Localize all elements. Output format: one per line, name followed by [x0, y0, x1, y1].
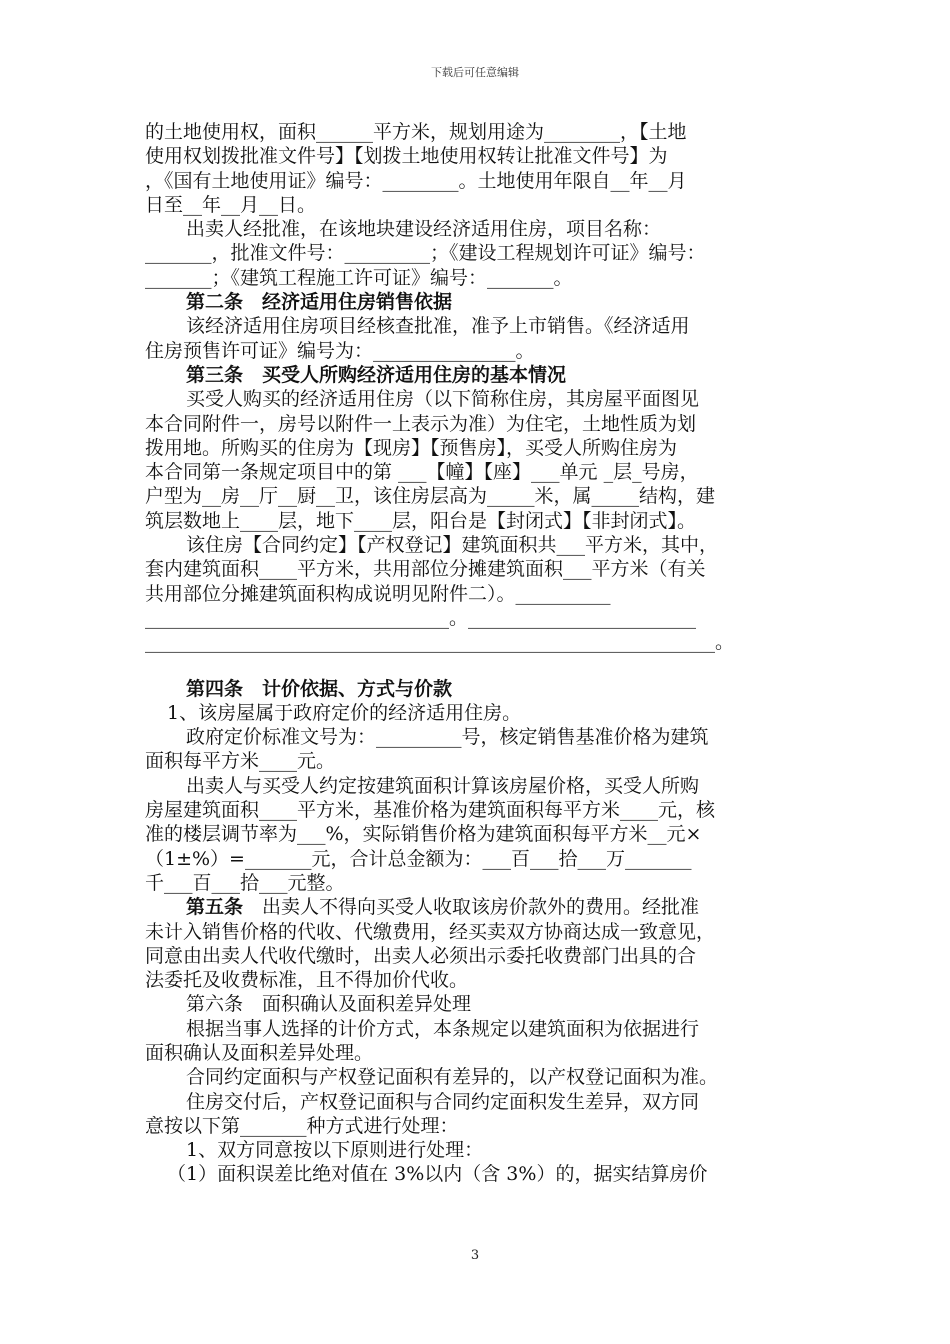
section-heading-4: 第四条 计价依据、方式与价款	[186, 677, 453, 700]
text-line: 合同约定面积与产权登记面积有差异的，以产权登记面积为准。	[186, 1066, 719, 1089]
section-heading-5: 第五条	[186, 896, 244, 919]
text-line: 面积每平方米____元。	[145, 750, 336, 773]
text-line: 套内建筑面积____平方米，共用部位分摊建筑面积___平方米（有关	[145, 558, 706, 581]
page-number: 3	[470, 1248, 480, 1263]
text-line: 本合同第一条规定项目中的第 ___【幢】【座】___单元 _层_号房，	[145, 461, 699, 484]
text-line: （1±%）=_______元，合计总金额为：___百___拾___万_______	[145, 847, 692, 870]
text-line: 1、该房屋属于政府定价的经济适用住房。	[167, 701, 522, 724]
text-line: 意按以下第_______种方式进行处理：	[145, 1114, 459, 1137]
document-body	[145, 120, 810, 1187]
text-line: 拨用地。所购买的住房为【现房】【预售房】，买受人所购住房为	[145, 436, 678, 459]
text-line: 户型为__房__厅__厨__卫，该住房层高为_____米，属_____结构，建	[145, 485, 716, 508]
section-heading-2: 第二条 经济适用住房销售依据	[186, 291, 453, 314]
text-line: 未计入销售价格的代收、代缴费用，经买卖双方协商达成一致意见，	[145, 920, 716, 943]
section-5-text: 出卖人不得向买受人收取该房价款外的费用。经批准	[243, 896, 700, 919]
text-line: 面积确认及面积差异处理。	[145, 1041, 374, 1064]
text-line: 该住房【合同约定】【产权登记】建筑面积共___平方米，其中，	[186, 534, 719, 557]
text-line	[145, 895, 810, 919]
text-line: 日至__年__月__日。	[145, 193, 317, 216]
text-line: 房屋建筑面积____平方米，基准价格为建筑面积每平方米____元，核	[145, 799, 716, 822]
text-line: 使用权划拨批准文件号】【划拨土地使用权转让批准文件号】为	[145, 145, 668, 168]
text-line: ________________________________。________________________	[145, 606, 697, 629]
text-line: 该经济适用住房项目经核查批准，准予上市销售。《经济适用	[186, 315, 690, 338]
page-header: 下载后可任意编辑	[431, 66, 519, 79]
text-line: 的土地使用权，面积______平方米，规划用途为________，【土地	[145, 121, 687, 143]
text-line: ，《国有土地使用证》编号：________。土地使用年限自__年__月	[145, 169, 687, 192]
section-heading-3: 第三条 买受人所购经济适用住房的基本情况	[186, 363, 567, 386]
text-line: 筑层数地上____层，地下____层，阳台是【封闭式】【非封闭式】。	[145, 509, 697, 532]
text-line: 根据当事人选择的计价方式，本条规定以建筑面积为依据进行	[186, 1017, 700, 1040]
text-line: 政府定价标准文号为：_________号，核定销售基准价格为建筑	[186, 726, 709, 749]
text-line: 住房交付后，产权登记面积与合同约定面积发生差异，双方同	[186, 1090, 700, 1113]
blank-line	[145, 655, 810, 677]
text-line: 出卖人与买受人约定按建筑面积计算该房屋价格，买受人所购	[186, 774, 700, 797]
text-line: 1、双方同意按以下原则进行处理：	[186, 1139, 484, 1162]
text-line: （1）面积误差比绝对值在 3%以内（含 3%）的，据实结算房价	[167, 1163, 708, 1186]
text-line: 出卖人经批准，在该地块建设经济适用住房，项目名称：	[186, 218, 662, 241]
text-line: _______，批准文件号：_________；《建设工程规划许可证》编号：	[145, 242, 706, 265]
text-line: 住房预售许可证》编号为：_______________。	[145, 339, 535, 362]
text-line: 法委托及收费标准，且不得加价代收。	[145, 969, 469, 992]
text-line: 准的楼层调节率为___%，实际销售价格为建筑面积每平方米__元×	[145, 823, 702, 846]
text-line: 千___百___拾___元整。	[145, 871, 345, 894]
text-line: 买受人购买的经济适用住房（以下简称住房，其房屋平面图见	[186, 388, 700, 411]
text-line: ____________________________________________________________。	[145, 631, 735, 654]
text-line: 同意由出卖人代收代缴时，出卖人必须出示委托收费部门出具的合	[145, 944, 697, 967]
text-line: 本合同附件一，房号以附件一上表示为准）为住宅，土地性质为划	[145, 412, 697, 435]
text-line: 共用部位分摊建筑面积构成说明见附件二）。__________	[145, 582, 611, 605]
text-line: _______；《建筑工程施工许可证》编号：_______。	[145, 266, 573, 289]
section-heading-6: 第六条 面积确认及面积差异处理	[186, 993, 472, 1016]
